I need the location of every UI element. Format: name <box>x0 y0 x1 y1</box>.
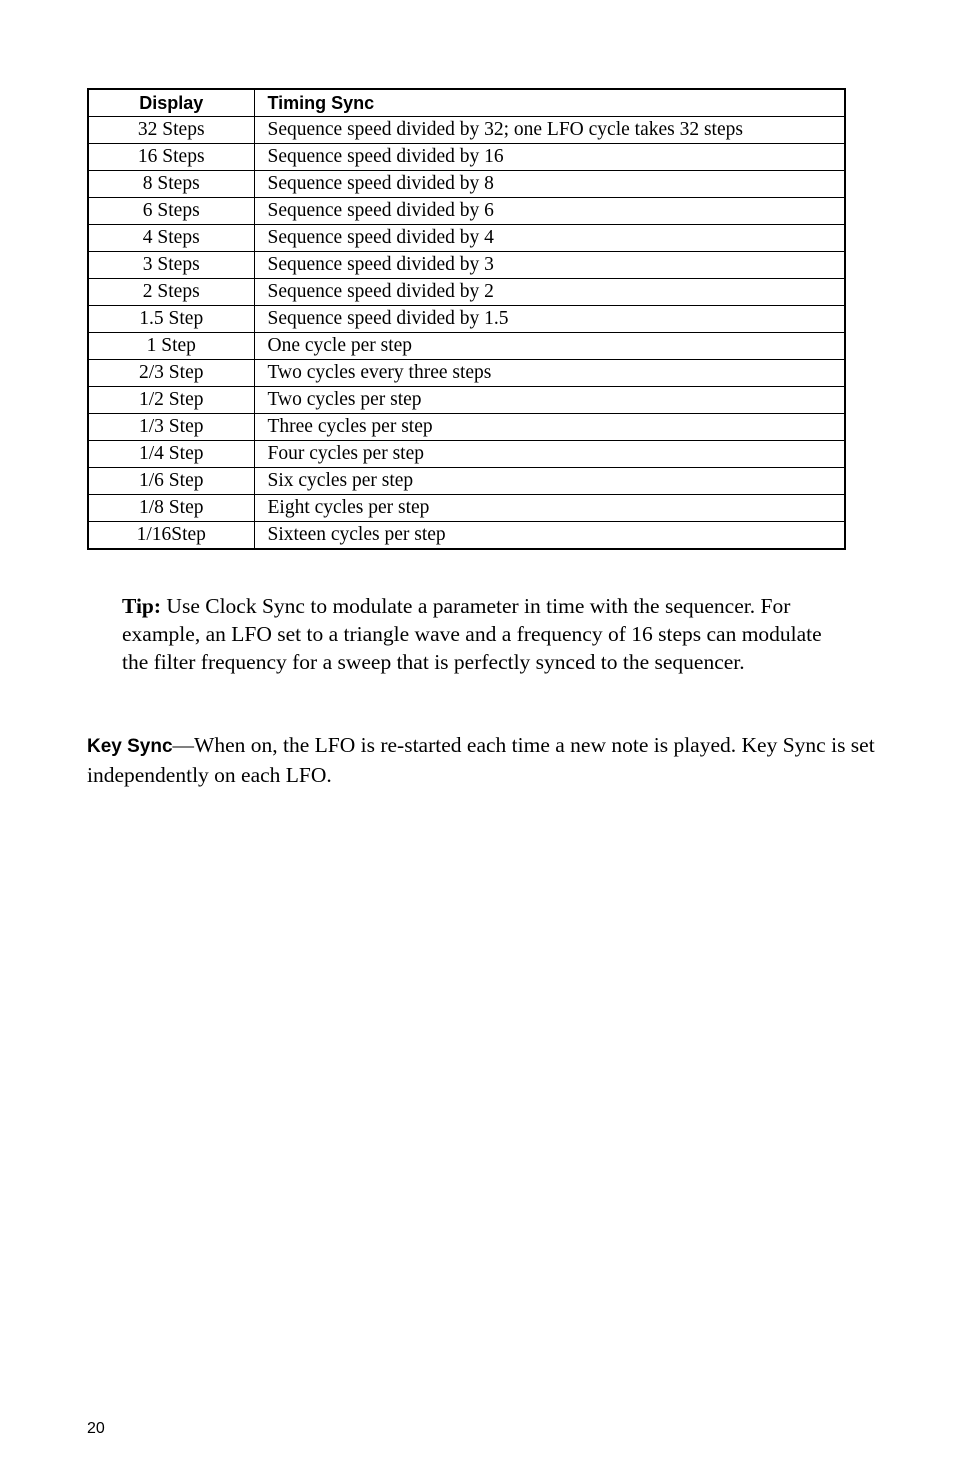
tip-paragraph <box>122 592 852 676</box>
cell-display: 2 Steps <box>88 279 254 306</box>
cell-timing-sync: Two cycles per step <box>254 387 845 414</box>
cell-display: 4 Steps <box>88 225 254 252</box>
cell-timing-sync: Four cycles per step <box>254 441 845 468</box>
cell-display: 8 Steps <box>88 171 254 198</box>
tip-text: Use Clock Sync to modulate a parameter in time with the sequencer. For example, an LFO set to a triangle wave and a frequency of 16 steps can modulate the filter frequency for a sweep that is perfectly synced to the sequencer. <box>122 594 822 674</box>
cell-timing-sync: Six cycles per step <box>254 468 845 495</box>
table-row <box>88 495 845 522</box>
key-sync-text: —When on, the LFO is re-started each time a new note is played. Key Sync is set independently on each LFO. <box>87 733 875 787</box>
key-sync-paragraph <box>87 731 877 789</box>
key-sync-term: Key Sync <box>87 736 173 757</box>
header-timing-sync: Timing Sync <box>254 89 845 117</box>
table-row <box>88 360 845 387</box>
cell-timing-sync: Two cycles every three steps <box>254 360 845 387</box>
table-row <box>88 387 845 414</box>
table-row <box>88 198 845 225</box>
cell-display: 1/16Step <box>88 522 254 550</box>
cell-timing-sync: Sixteen cycles per step <box>254 522 845 550</box>
table-row <box>88 441 845 468</box>
table-row <box>88 171 845 198</box>
table-header-row <box>88 89 845 117</box>
table-row <box>88 279 845 306</box>
cell-timing-sync: Eight cycles per step <box>254 495 845 522</box>
cell-timing-sync: Sequence speed divided by 32; one LFO cycle takes 32 steps <box>254 117 845 144</box>
cell-timing-sync: Sequence speed divided by 1.5 <box>254 306 845 333</box>
cell-timing-sync: One cycle per step <box>254 333 845 360</box>
timing-sync-table <box>87 88 846 550</box>
table-row <box>88 144 845 171</box>
cell-display: 32 Steps <box>88 117 254 144</box>
cell-timing-sync: Sequence speed divided by 16 <box>254 144 845 171</box>
table-row <box>88 306 845 333</box>
cell-timing-sync: Sequence speed divided by 2 <box>254 279 845 306</box>
tip-label: Tip: <box>122 594 162 618</box>
table-row <box>88 333 845 360</box>
cell-timing-sync: Three cycles per step <box>254 414 845 441</box>
cell-display: 1.5 Step <box>88 306 254 333</box>
table-row <box>88 468 845 495</box>
cell-display: 1/4 Step <box>88 441 254 468</box>
cell-display: 16 Steps <box>88 144 254 171</box>
page-number: 20 <box>87 1420 105 1437</box>
cell-timing-sync: Sequence speed divided by 8 <box>254 171 845 198</box>
table-row <box>88 414 845 441</box>
table-row <box>88 225 845 252</box>
cell-timing-sync: Sequence speed divided by 4 <box>254 225 845 252</box>
header-display: Display <box>88 89 254 117</box>
cell-display: 2/3 Step <box>88 360 254 387</box>
cell-display: 1 Step <box>88 333 254 360</box>
cell-display: 1/3 Step <box>88 414 254 441</box>
table-body <box>88 117 845 550</box>
table-row <box>88 117 845 144</box>
cell-display: 3 Steps <box>88 252 254 279</box>
table-row <box>88 252 845 279</box>
cell-display: 1/6 Step <box>88 468 254 495</box>
cell-display: 1/8 Step <box>88 495 254 522</box>
cell-timing-sync: Sequence speed divided by 6 <box>254 198 845 225</box>
cell-display: 6 Steps <box>88 198 254 225</box>
cell-display: 1/2 Step <box>88 387 254 414</box>
cell-timing-sync: Sequence speed divided by 3 <box>254 252 845 279</box>
table-row <box>88 522 845 550</box>
